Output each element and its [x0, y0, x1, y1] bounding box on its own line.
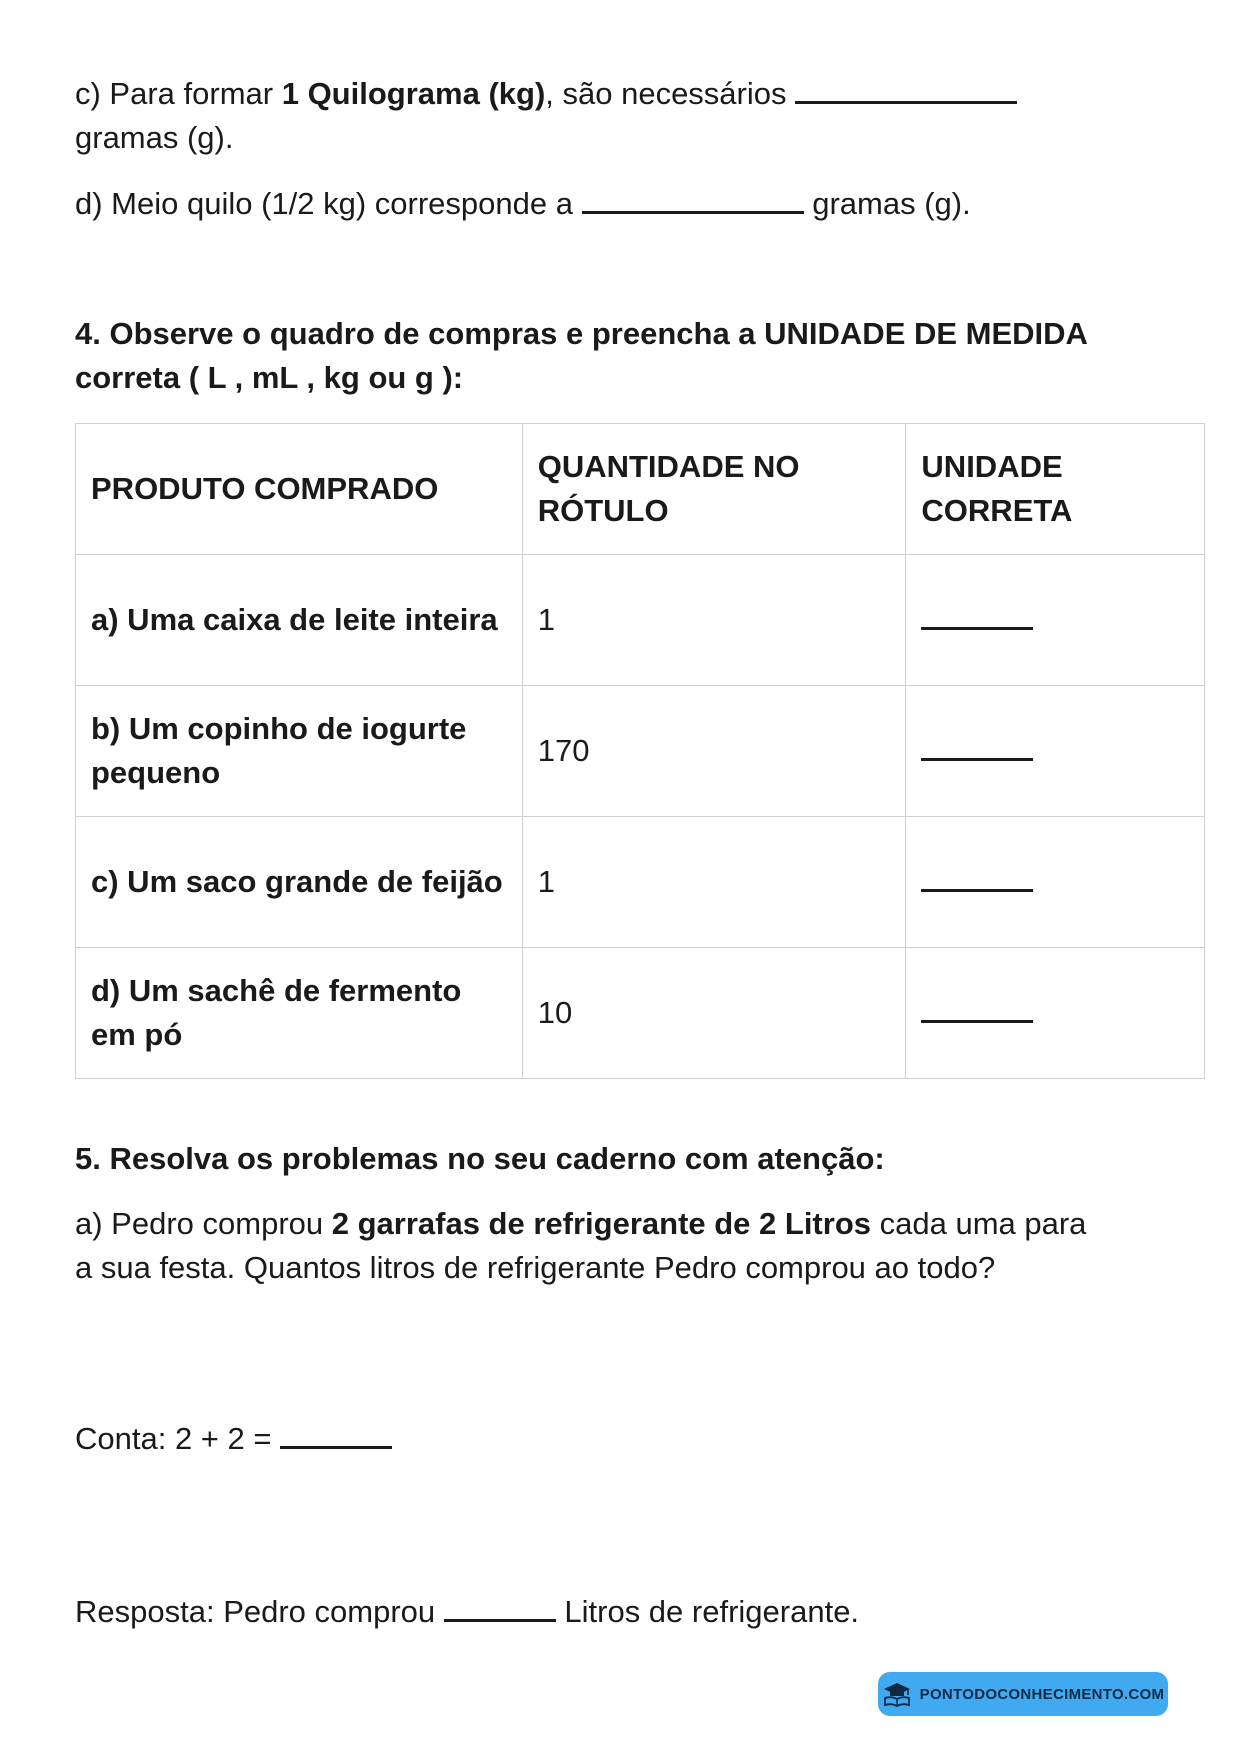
site-badge[interactable]: [878, 1672, 1168, 1716]
shopping-table: [75, 423, 1205, 1079]
unit-answer-blank[interactable]: [921, 730, 1033, 761]
quantity-cell: 1: [522, 555, 906, 686]
header-quantity-text: QUANTIDADE NO RÓTULO: [537, 449, 800, 528]
item-c-prefix: c) Para formar: [75, 76, 282, 111]
unit-answer-blank[interactable]: [921, 599, 1033, 630]
header-product: PRODUTO COMPRADO: [76, 424, 523, 555]
header-unit-text: UNIDADE CORRETA: [921, 449, 1073, 528]
item-c-line2: gramas (g).: [75, 120, 234, 155]
table-row: [76, 555, 1205, 686]
resposta-prefix: Resposta: Pedro comprou: [75, 1594, 436, 1629]
item-c-blank[interactable]: [795, 75, 1017, 104]
resposta-blank[interactable]: [444, 1593, 556, 1622]
question-5a-suffix: cada uma para: [871, 1206, 1087, 1241]
conta-blank[interactable]: [280, 1420, 392, 1449]
question-5-heading: 5. Resolva os problemas no seu caderno com atenção:: [75, 1141, 885, 1176]
question-4-heading: [75, 312, 1215, 400]
quantity-cell: 1: [522, 817, 906, 948]
question-4-line1: 4. Observe o quadro de compras e preencha a UNIDADE DE MEDIDA: [75, 316, 1088, 351]
product-cell: c) Um saco grande de feijão: [76, 817, 523, 948]
product-cell: b) Um copinho de iogurte pequeno: [76, 686, 523, 817]
item-c-bold: 1 Quilograma (kg): [281, 76, 546, 111]
site-badge-text: PONTODOCONHECIMENTO.COM: [919, 1685, 1165, 1703]
conta-label: Conta: 2 + 2 =: [75, 1421, 272, 1456]
unit-cell: [906, 948, 1205, 1079]
item-d: [75, 182, 1205, 226]
header-unit: [906, 424, 1205, 555]
item-d-blank[interactable]: [582, 185, 804, 214]
question-5a-line2: a sua festa. Quantos litros de refrigerante Pedro comprou ao todo?: [75, 1250, 996, 1285]
resposta-line: [75, 1590, 859, 1634]
quantity-cell: 170: [522, 686, 906, 817]
header-quantity: [522, 424, 906, 555]
product-cell: d) Um sachê de fermento em pó: [76, 948, 523, 1079]
item-d-suffix: gramas (g).: [812, 186, 971, 221]
item-c: [75, 72, 1205, 160]
unit-answer-blank[interactable]: [921, 992, 1033, 1023]
conta-line: [75, 1417, 392, 1461]
question-5a: [75, 1202, 1215, 1290]
resposta-suffix: Litros de refrigerante.: [564, 1594, 860, 1629]
quantity-cell: 10: [522, 948, 906, 1079]
unit-cell: [906, 555, 1205, 686]
table-header-row: [76, 424, 1205, 555]
unit-cell: [906, 817, 1205, 948]
graduation-book-icon: [882, 1681, 912, 1707]
table-row: [76, 948, 1205, 1079]
question-4-line2: correta ( L , mL , kg ou g ):: [75, 360, 464, 395]
table-row: [76, 817, 1205, 948]
table-row: [76, 686, 1205, 817]
unit-cell: [906, 686, 1205, 817]
item-d-prefix: d) Meio quilo (1/2 kg) corresponde a: [75, 186, 573, 221]
unit-answer-blank[interactable]: [921, 861, 1033, 892]
question-5a-bold: 2 garrafas de refrigerante de 2 Litros: [331, 1206, 871, 1241]
question-5a-prefix: a) Pedro comprou: [75, 1206, 332, 1241]
product-cell: a) Uma caixa de leite inteira: [76, 555, 523, 686]
item-c-suffix: , são necessários: [545, 76, 787, 111]
